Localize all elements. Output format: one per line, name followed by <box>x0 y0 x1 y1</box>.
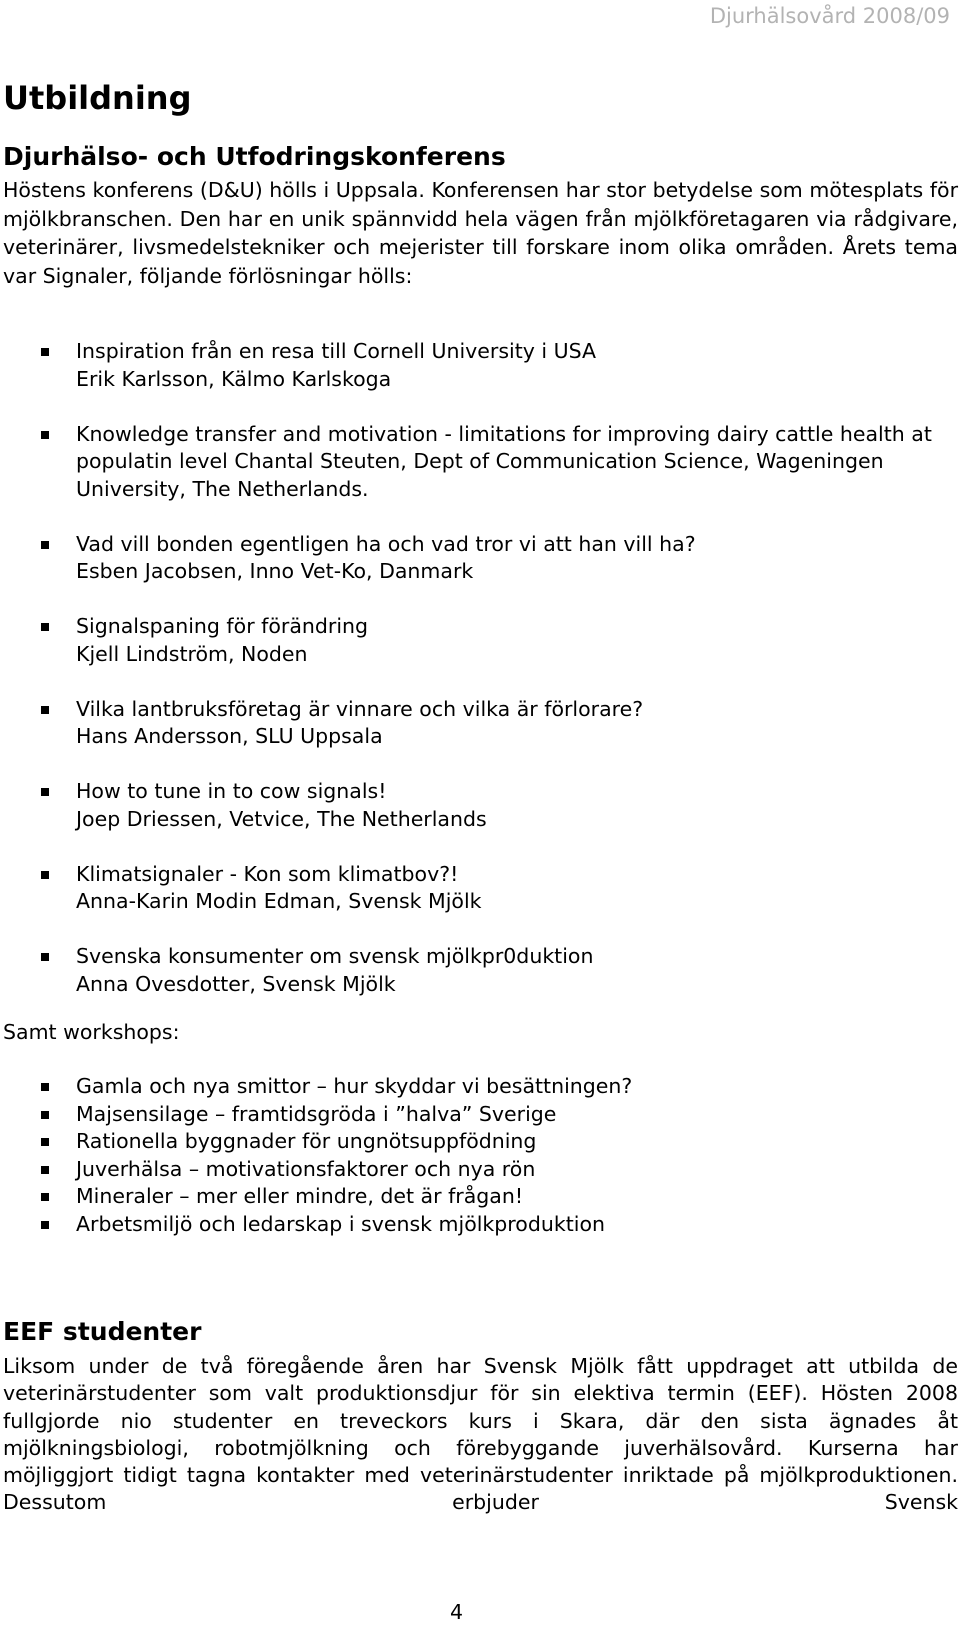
workshop-item <box>3 1211 958 1239</box>
lecture-item <box>3 696 958 751</box>
lecture-item <box>3 531 958 586</box>
workshop-title: Majsensilage – framtidsgröda i ”halva” Sverige <box>76 1101 557 1126</box>
lecture-item <box>3 778 958 833</box>
eef-heading: EEF studenter <box>3 1317 202 1346</box>
lecture-title: Knowledge transfer and motivation - limitations for improving dairy cattle health at populatin level Chantal Steuten, Dept of Communication Science, Wageningen University, The Netherlands. <box>76 421 932 501</box>
lecture-speaker: Erik Karlsson, Kälmo Karlskoga <box>76 366 392 391</box>
square-bullet-icon <box>41 348 49 356</box>
running-header: Djurhälsovård 2008/09 <box>709 4 950 28</box>
workshop-item <box>3 1073 958 1101</box>
lecture-item <box>3 421 958 504</box>
lecture-speaker: Anna-Karin Modin Edman, Svensk Mjölk <box>76 889 482 913</box>
square-bullet-icon <box>41 431 49 439</box>
square-bullet-icon <box>41 788 49 796</box>
lecture-list <box>3 338 958 1026</box>
square-bullet-icon <box>41 1166 49 1174</box>
workshop-title: Juverhälsa – motivationsfaktorer och nya rön <box>76 1156 536 1181</box>
workshop-title: Arbetsmiljö och ledarskap i svensk mjölkproduktion <box>76 1211 605 1236</box>
square-bullet-icon <box>41 1193 49 1201</box>
square-bullet-icon <box>41 623 49 631</box>
lecture-speaker: Kjell Lindström, Noden <box>76 641 308 666</box>
square-bullet-icon <box>41 1221 49 1229</box>
conference-heading: Djurhälso- och Utfodringskonferens <box>3 142 506 171</box>
lecture-item <box>3 861 958 916</box>
lecture-title: Vilka lantbruksföretag är vinnare och vilka är förlorare? <box>76 696 644 721</box>
workshop-title: Mineraler – mer eller mindre, det är frågan! <box>76 1184 524 1208</box>
workshop-item <box>3 1101 958 1129</box>
square-bullet-icon <box>41 871 49 879</box>
eef-paragraph: Liksom under de två föregående åren har Svensk Mjölk fått uppdraget att utbilda de veterinärstudenter som valt produktionsdjur för sin elektiva termin (EEF). Hösten 2008 fullgjorde nio studenter en treveckors kurs i Skara, där den sista ägnades åt mjölkningsbiologi, robotmjölkning och förebyggande juverhälsovård. Kurserna har möjliggjort tidigt tagna kontakter med veterinärstudenter inriktade på mjölkproduktionen. Dessutom erbjuder Svensk <box>3 1354 958 1515</box>
lecture-speaker: Joep Driessen, Vetvice, The Netherlands <box>76 806 487 831</box>
square-bullet-icon <box>41 1138 49 1146</box>
lecture-item <box>3 613 958 668</box>
workshop-item <box>3 1128 958 1156</box>
lecture-item <box>3 338 958 393</box>
lecture-speaker: Hans Andersson, SLU Uppsala <box>76 724 383 748</box>
square-bullet-icon <box>41 1083 49 1091</box>
lecture-title: Signalspaning för förändring <box>76 614 369 638</box>
square-bullet-icon <box>41 541 49 549</box>
workshop-item <box>3 1156 958 1184</box>
page-number: 4 <box>450 1600 464 1624</box>
lecture-title: Svenska konsumenter om svensk mjölkpr0duktion <box>76 944 594 968</box>
lecture-title: Inspiration från en resa till Cornell University i USA <box>76 339 597 363</box>
lecture-title: Klimatsignaler - Kon som klimatbov?! <box>76 861 459 886</box>
workshop-title: Gamla och nya smittor – hur skyddar vi besättningen? <box>76 1074 633 1098</box>
lecture-title: How to tune in to cow signals! <box>76 779 387 803</box>
lecture-speaker: Anna Ovesdotter, Svensk Mjölk <box>76 971 396 996</box>
conference-intro: Höstens konferens (D&U) hölls i Uppsala. Konferensen har stor betydelse som mötesplats för mjölkbranschen. Den har en unik spännvidd hela vägen från mjölkföretagaren via rådgivare, veterinärer, livsmedelstekniker och mejerister till forskare inom olika områden. Årets tema var Signaler, följande förlösningar hölls: <box>3 178 958 288</box>
square-bullet-icon <box>41 706 49 714</box>
workshops-label: Samt workshops: <box>3 1020 180 1044</box>
workshop-title: Rationella byggnader för ungnötsuppfödning <box>76 1129 537 1153</box>
workshop-item <box>3 1183 958 1211</box>
lecture-item <box>3 943 958 998</box>
lecture-title: Vad vill bonden egentligen ha och vad tror vi att han vill ha? <box>76 531 696 556</box>
square-bullet-icon <box>41 953 49 961</box>
section-title: Utbildning <box>3 79 192 117</box>
square-bullet-icon <box>41 1111 49 1119</box>
workshop-list <box>3 1073 958 1238</box>
lecture-speaker: Esben Jacobsen, Inno Vet-Ko, Danmark <box>76 559 474 583</box>
